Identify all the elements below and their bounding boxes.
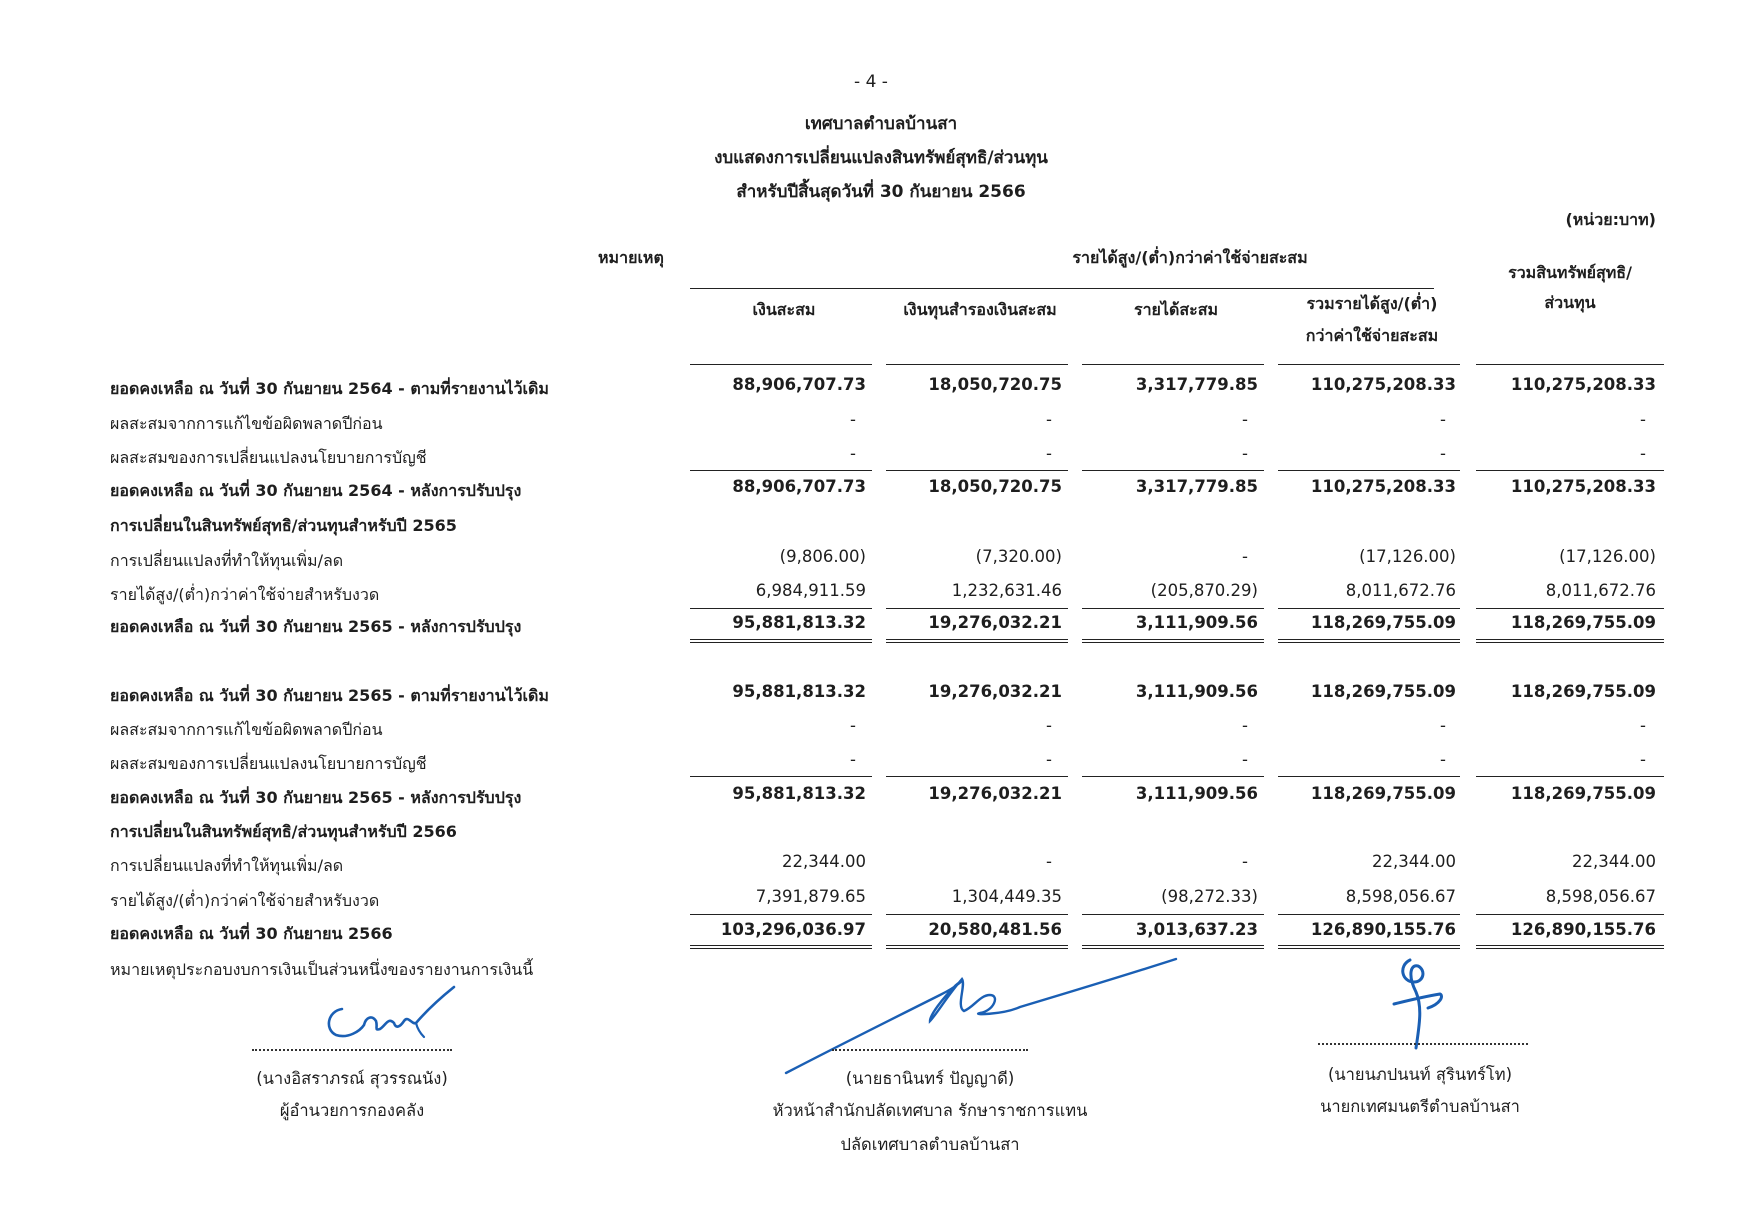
subtotal-rule	[1476, 776, 1664, 777]
accumulated-revenue-value: 3,111,909.56	[1135, 682, 1258, 701]
total-surplus-value: 110,275,208.33	[1310, 375, 1456, 394]
signatory-2-title-line2: ปลัดเทศบาลตำบลบ้านสา	[840, 1135, 1020, 1154]
total-surplus-value: -	[1440, 444, 1446, 463]
period-title: สำหรับปีสิ้นสุดวันที่ 30 กันยายน 2566	[736, 182, 1026, 202]
subtotal-rule	[690, 776, 872, 777]
reserve-funds-value: -	[1046, 716, 1052, 735]
reserve-funds-value: 18,050,720.75	[928, 477, 1062, 496]
total-net-assets-value: 8,598,056.67	[1545, 887, 1656, 906]
net-assets-header-line2: ส่วนทุน	[1544, 293, 1596, 312]
signature-2	[780, 955, 1180, 1075]
accumulated-funds-value: 88,906,707.73	[732, 375, 866, 394]
total-double-rule	[886, 945, 1068, 949]
signatory-3-name: (นายนภปนนท์ สุรินทร์โท)	[1327, 1065, 1513, 1084]
subtotal-rule	[690, 608, 872, 609]
column-header-rule	[886, 364, 1068, 365]
row-label: ยอดคงเหลือ ณ วันที่ 30 กันยายน 2565 - หลังการปรับปรุง	[110, 617, 522, 636]
reserve-funds-value: 1,304,449.35	[951, 887, 1062, 906]
subtotal-rule	[1082, 470, 1264, 471]
total-net-assets-value: 8,011,672.76	[1545, 581, 1656, 600]
row-label: ยอดคงเหลือ ณ วันที่ 30 กันยายน 2565 - ตามที่รายงานไว้เดิม	[110, 686, 549, 705]
row-label: รายได้สูง/(ต่ำ)กว่าค่าใช้จ่ายสำหรับงวด	[110, 585, 380, 604]
reserve-funds-value: -	[1046, 410, 1052, 429]
signatory-1-name: (นางอิสราภรณ์ สุวรรณนัง)	[256, 1069, 448, 1088]
total-double-rule	[886, 639, 1068, 643]
accumulated-revenue-value: -	[1242, 750, 1248, 769]
subtotal-rule	[886, 470, 1068, 471]
total-net-assets-value: -	[1640, 750, 1646, 769]
total-surplus-value: 110,275,208.33	[1310, 477, 1456, 496]
signature-line-1	[252, 1049, 452, 1051]
row-label: ผลสะสมของการเปลี่ยนแปลงนโยบายการบัญชี	[110, 754, 427, 773]
accumulated-revenue-value: 3,317,779.85	[1135, 477, 1258, 496]
signature-line-3	[1318, 1043, 1528, 1045]
group-header-rule	[690, 288, 1434, 289]
total-surplus-header-line2: กว่าค่าใช้จ่ายสะสม	[1305, 326, 1439, 345]
total-double-rule	[1476, 945, 1664, 949]
accumulated-funds-value: 22,344.00	[782, 852, 866, 871]
signature-1	[320, 985, 460, 1055]
subtotal-rule	[690, 914, 872, 915]
net-assets-header-line1: รวมสินทรัพย์สุทธิ/	[1508, 263, 1632, 282]
subtotal-rule	[1476, 470, 1664, 471]
accumulated-revenue-value: (98,272.33)	[1161, 887, 1258, 906]
group-column-header: รายได้สูง/(ต่ำ)กว่าค่าใช้จ่ายสะสม	[1072, 248, 1308, 267]
accumulated-funds-header: เงินสะสม	[752, 300, 816, 319]
row-label: ผลสะสมจากการแก้ไขข้อผิดพลาดปีก่อน	[110, 720, 383, 739]
subtotal-rule	[1082, 608, 1264, 609]
reserve-funds-value: (7,320.00)	[975, 547, 1062, 566]
subtotal-rule	[1278, 776, 1460, 777]
page-number: - 4 -	[854, 72, 888, 92]
footer-note: หมายเหตุประกอบงบการเงินเป็นส่วนหนึ่งของรายงานการเงินนี้	[110, 960, 534, 979]
accumulated-revenue-value: 3,317,779.85	[1135, 375, 1258, 394]
accumulated-revenue-value: -	[1242, 852, 1248, 871]
total-double-rule	[690, 639, 872, 643]
reserve-funds-value: 19,276,032.21	[928, 682, 1062, 701]
total-net-assets-value: 110,275,208.33	[1510, 375, 1656, 394]
total-net-assets-value: 22,344.00	[1572, 852, 1656, 871]
total-net-assets-value: -	[1640, 716, 1646, 735]
total-net-assets-value: 118,269,755.09	[1510, 682, 1656, 701]
row-label: ยอดคงเหลือ ณ วันที่ 30 กันยายน 2564 - หลังการปรับปรุง	[110, 481, 522, 500]
row-label: การเปลี่ยนในสินทรัพย์สุทธิ/ส่วนทุนสำหรับปี 2566	[110, 822, 457, 841]
row-label: ยอดคงเหลือ ณ วันที่ 30 กันยายน 2565 - หลังการปรับปรุง	[110, 788, 522, 807]
column-header-rule	[1278, 364, 1460, 365]
reserve-funds-value: 18,050,720.75	[928, 375, 1062, 394]
subtotal-rule	[886, 608, 1068, 609]
row-label: การเปลี่ยนในสินทรัพย์สุทธิ/ส่วนทุนสำหรับปี 2565	[110, 516, 457, 535]
org-title: เทศบาลตำบลบ้านสา	[804, 114, 958, 134]
signatory-2-name: (นายธานินทร์ ปัญญาดี)	[845, 1069, 1015, 1088]
accumulated-revenue-value: -	[1242, 547, 1248, 566]
total-surplus-value: (17,126.00)	[1359, 547, 1456, 566]
total-double-rule	[1082, 945, 1264, 949]
accumulated-revenue-value: 3,013,637.23	[1135, 920, 1258, 939]
note-column-header: หมายเหตุ	[598, 248, 664, 267]
total-double-rule	[1278, 945, 1460, 949]
total-surplus-value: -	[1440, 750, 1446, 769]
accumulated-funds-value: -	[850, 750, 856, 769]
accumulated-funds-value: -	[850, 444, 856, 463]
total-surplus-value: 118,269,755.09	[1310, 784, 1456, 803]
subtotal-rule	[886, 914, 1068, 915]
column-header-rule	[1082, 364, 1264, 365]
accumulated-funds-value: 6,984,911.59	[755, 581, 866, 600]
reserve-funds-header: เงินทุนสำรองเงินสะสม	[903, 300, 1057, 319]
total-surplus-value: -	[1440, 410, 1446, 429]
accumulated-revenue-value: 3,111,909.56	[1135, 784, 1258, 803]
total-surplus-value: 8,598,056.67	[1345, 887, 1456, 906]
accumulated-revenue-value: 3,111,909.56	[1135, 613, 1258, 632]
accumulated-funds-value: 7,391,879.65	[755, 887, 866, 906]
total-net-assets-value: -	[1640, 410, 1646, 429]
accumulated-revenue-value: -	[1242, 410, 1248, 429]
accumulated-revenue-value: (205,870.29)	[1150, 581, 1258, 600]
total-surplus-value: -	[1440, 716, 1446, 735]
reserve-funds-value: 20,580,481.56	[928, 920, 1062, 939]
signatory-1-title: ผู้อำนวยการกองคลัง	[279, 1101, 425, 1120]
statement-title: งบแสดงการเปลี่ยนแปลงสินทรัพย์สุทธิ/ส่วนทุน	[714, 148, 1048, 168]
column-header-rule	[1476, 364, 1664, 365]
subtotal-rule	[1278, 470, 1460, 471]
signatory-2-title: หัวหน้าสำนักปลัดเทศบาล รักษาราชการแทน	[772, 1101, 1088, 1120]
total-surplus-value: 118,269,755.09	[1310, 613, 1456, 632]
accumulated-revenue-value: -	[1242, 716, 1248, 735]
total-surplus-value: 22,344.00	[1372, 852, 1456, 871]
reserve-funds-value: 1,232,631.46	[951, 581, 1062, 600]
accumulated-funds-value: 88,906,707.73	[732, 477, 866, 496]
row-label: ผลสะสมของการเปลี่ยนแปลงนโยบายการบัญชี	[110, 448, 427, 467]
column-header-rule	[690, 364, 872, 365]
unit-label: (หน่วย:บาท)	[1565, 210, 1656, 229]
subtotal-rule	[1476, 914, 1664, 915]
total-net-assets-value: 110,275,208.33	[1510, 477, 1656, 496]
subtotal-rule	[1278, 914, 1460, 915]
reserve-funds-value: 19,276,032.21	[928, 784, 1062, 803]
accumulated-funds-value: -	[850, 716, 856, 735]
total-surplus-value: 126,890,155.76	[1310, 920, 1456, 939]
subtotal-rule	[1082, 914, 1264, 915]
accumulated-revenue-header: รายได้สะสม	[1133, 300, 1219, 319]
subtotal-rule	[886, 776, 1068, 777]
accumulated-funds-value: -	[850, 410, 856, 429]
subtotal-rule	[1082, 776, 1264, 777]
accumulated-funds-value: (9,806.00)	[779, 547, 866, 566]
total-double-rule	[1278, 639, 1460, 643]
total-double-rule	[1476, 639, 1664, 643]
total-net-assets-value: 118,269,755.09	[1510, 613, 1656, 632]
reserve-funds-value: 19,276,032.21	[928, 613, 1062, 632]
total-surplus-value: 8,011,672.76	[1345, 581, 1456, 600]
row-label: ผลสะสมจากการแก้ไขข้อผิดพลาดปีก่อน	[110, 414, 383, 433]
signature-3	[1380, 952, 1480, 1052]
accumulated-funds-value: 95,881,813.32	[732, 784, 866, 803]
subtotal-rule	[690, 470, 872, 471]
reserve-funds-value: -	[1046, 750, 1052, 769]
total-double-rule	[690, 945, 872, 949]
subtotal-rule	[1278, 608, 1460, 609]
signatory-3-title: นายกเทศมนตรีตำบลบ้านสา	[1320, 1097, 1520, 1116]
reserve-funds-value: -	[1046, 852, 1052, 871]
row-label: รายได้สูง/(ต่ำ)กว่าค่าใช้จ่ายสำหรับงวด	[110, 891, 380, 910]
total-net-assets-value: 126,890,155.76	[1510, 920, 1656, 939]
accumulated-funds-value: 95,881,813.32	[732, 613, 866, 632]
accumulated-funds-value: 103,296,036.97	[720, 920, 866, 939]
signature-line-2	[832, 1049, 1028, 1051]
accumulated-funds-value: 95,881,813.32	[732, 682, 866, 701]
total-net-assets-value: 118,269,755.09	[1510, 784, 1656, 803]
total-net-assets-value: -	[1640, 444, 1646, 463]
accumulated-revenue-value: -	[1242, 444, 1248, 463]
row-label: ยอดคงเหลือ ณ วันที่ 30 กันยายน 2564 - ตามที่รายงานไว้เดิม	[110, 379, 549, 398]
subtotal-rule	[1476, 608, 1664, 609]
total-surplus-header-line1: รวมรายได้สูง/(ต่ำ)	[1306, 294, 1438, 313]
row-label: ยอดคงเหลือ ณ วันที่ 30 กันยายน 2566	[110, 924, 393, 943]
total-surplus-value: 118,269,755.09	[1310, 682, 1456, 701]
total-double-rule	[1082, 639, 1264, 643]
row-label: การเปลี่ยนแปลงที่ทำให้ทุนเพิ่ม/ลด	[110, 856, 344, 875]
reserve-funds-value: -	[1046, 444, 1052, 463]
total-net-assets-value: (17,126.00)	[1559, 547, 1656, 566]
row-label: การเปลี่ยนแปลงที่ทำให้ทุนเพิ่ม/ลด	[110, 551, 344, 570]
